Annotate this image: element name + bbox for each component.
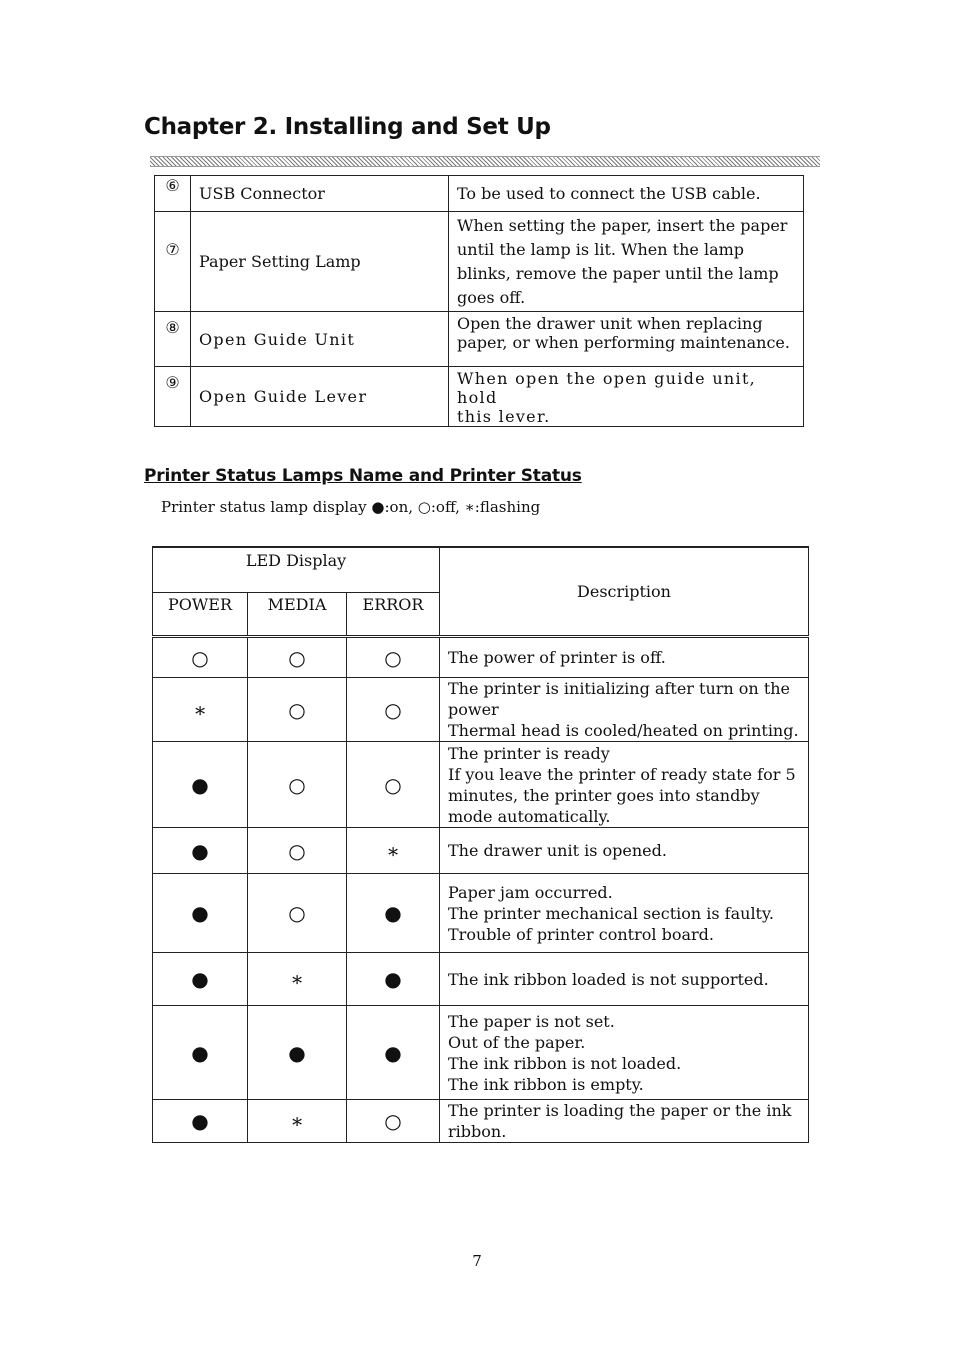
table-row bbox=[153, 953, 809, 1006]
part-name: Paper Setting Lamp bbox=[191, 212, 449, 312]
error-lamp-state: ● bbox=[347, 1006, 440, 1100]
table-row bbox=[153, 637, 809, 678]
media-lamp-state: ○ bbox=[248, 678, 347, 742]
power-column-header: POWER bbox=[153, 593, 248, 637]
description-line: Open the drawer unit when replacing bbox=[457, 314, 763, 333]
description-line: The printer mechanical section is faulty. bbox=[448, 903, 774, 923]
error-lamp-state: ● bbox=[347, 953, 440, 1006]
description-line: If you leave the printer of ready state for 5 bbox=[448, 764, 796, 784]
part-number: ⑨ bbox=[155, 367, 191, 427]
description-line: The ink ribbon loaded is not supported. bbox=[448, 969, 769, 989]
chapter-title: Chapter 2. Installing and Set Up bbox=[144, 114, 551, 140]
status-description bbox=[440, 1100, 809, 1143]
description-line: The power of printer is off. bbox=[448, 648, 666, 667]
error-lamp-state: ∗ bbox=[347, 828, 440, 874]
status-table bbox=[152, 546, 809, 1143]
power-lamp-state: ∗ bbox=[153, 678, 248, 742]
led-display-header: LED Display bbox=[153, 547, 440, 593]
table-row bbox=[153, 1006, 809, 1100]
part-number: ⑦ bbox=[155, 212, 191, 312]
status-description bbox=[440, 678, 809, 742]
table-row bbox=[153, 678, 809, 742]
description-line: The printer is ready bbox=[448, 743, 610, 763]
media-lamp-state: ○ bbox=[248, 742, 347, 828]
table-row bbox=[155, 212, 804, 312]
description-line: blinks, remove the paper until the lamp bbox=[457, 263, 779, 283]
description-line: The ink ribbon is empty. bbox=[448, 1074, 644, 1094]
power-lamp-state: ○ bbox=[153, 637, 248, 678]
media-lamp-state: ○ bbox=[248, 874, 347, 953]
lamp-legend: Printer status lamp display ●:on, ○:off, ∗:flashing bbox=[161, 498, 541, 516]
description-line: The printer is loading the paper or the ink bbox=[448, 1101, 792, 1120]
header-row bbox=[153, 547, 809, 593]
part-name: Open Guide Lever bbox=[191, 367, 449, 427]
part-description bbox=[449, 212, 804, 312]
description-line: this lever. bbox=[457, 407, 551, 426]
description-line: The drawer unit is opened. bbox=[448, 841, 667, 860]
description-line: minutes, the printer goes into standby bbox=[448, 785, 760, 805]
part-description bbox=[449, 176, 804, 212]
table-row bbox=[153, 874, 809, 953]
description-line: The printer is initializing after turn on the bbox=[448, 679, 791, 698]
part-number: ⑥ bbox=[155, 176, 191, 212]
description-line: until the lamp is lit. When the lamp bbox=[457, 239, 745, 259]
status-description bbox=[440, 874, 809, 953]
error-lamp-state: ○ bbox=[347, 1100, 440, 1143]
power-lamp-state: ● bbox=[153, 874, 248, 953]
part-number: ⑧ bbox=[155, 312, 191, 367]
error-lamp-state: ○ bbox=[347, 678, 440, 742]
section-title: Printer Status Lamps Name and Printer Status bbox=[144, 466, 582, 486]
table-row bbox=[153, 742, 809, 828]
description-line: Out of the paper. bbox=[448, 1032, 586, 1052]
status-description bbox=[440, 637, 809, 678]
description-header: Description bbox=[440, 547, 809, 637]
description-line: Trouble of printer control board. bbox=[448, 924, 714, 944]
description-line: Paper jam occurred. bbox=[448, 882, 613, 902]
part-description bbox=[449, 312, 804, 367]
media-lamp-state: ∗ bbox=[248, 953, 347, 1006]
error-column-header: ERROR bbox=[347, 593, 440, 637]
description-line: The ink ribbon is not loaded. bbox=[448, 1053, 682, 1073]
description-line: goes off. bbox=[457, 287, 526, 307]
part-name: USB Connector bbox=[191, 176, 449, 212]
status-description bbox=[440, 1006, 809, 1100]
table-row bbox=[155, 176, 804, 212]
description-line: The paper is not set. bbox=[448, 1011, 615, 1031]
media-lamp-state: ○ bbox=[248, 637, 347, 678]
power-lamp-state: ● bbox=[153, 953, 248, 1006]
status-description bbox=[440, 953, 809, 1006]
power-lamp-state: ● bbox=[153, 1100, 248, 1143]
parts-table bbox=[154, 175, 804, 427]
error-lamp-state: ○ bbox=[347, 742, 440, 828]
table-row bbox=[153, 1100, 809, 1143]
description-line: Thermal head is cooled/heated on printing. bbox=[448, 721, 799, 740]
error-lamp-state: ● bbox=[347, 874, 440, 953]
media-lamp-state: ∗ bbox=[248, 1100, 347, 1143]
page-number: 7 bbox=[472, 1252, 482, 1270]
description-line: When open the open guide unit, hold bbox=[457, 369, 757, 407]
part-name: Open Guide Unit bbox=[191, 312, 449, 367]
media-lamp-state: ● bbox=[248, 1006, 347, 1100]
hatched-divider bbox=[150, 156, 820, 167]
power-lamp-state: ● bbox=[153, 1006, 248, 1100]
power-lamp-state: ● bbox=[153, 742, 248, 828]
media-lamp-state: ○ bbox=[248, 828, 347, 874]
description-line: To be used to connect the USB cable. bbox=[457, 183, 761, 203]
status-description bbox=[440, 742, 809, 828]
description-line: When setting the paper, insert the paper bbox=[457, 215, 788, 235]
description-line: mode automatically. bbox=[448, 806, 611, 826]
description-line: ribbon. bbox=[448, 1122, 507, 1141]
status-description bbox=[440, 828, 809, 874]
power-lamp-state: ● bbox=[153, 828, 248, 874]
table-row bbox=[155, 367, 804, 427]
table-row bbox=[153, 828, 809, 874]
part-description bbox=[449, 367, 804, 427]
description-line: paper, or when performing maintenance. bbox=[457, 333, 790, 352]
media-column-header: MEDIA bbox=[248, 593, 347, 637]
table-row bbox=[155, 312, 804, 367]
error-lamp-state: ○ bbox=[347, 637, 440, 678]
description-line: power bbox=[448, 700, 499, 719]
